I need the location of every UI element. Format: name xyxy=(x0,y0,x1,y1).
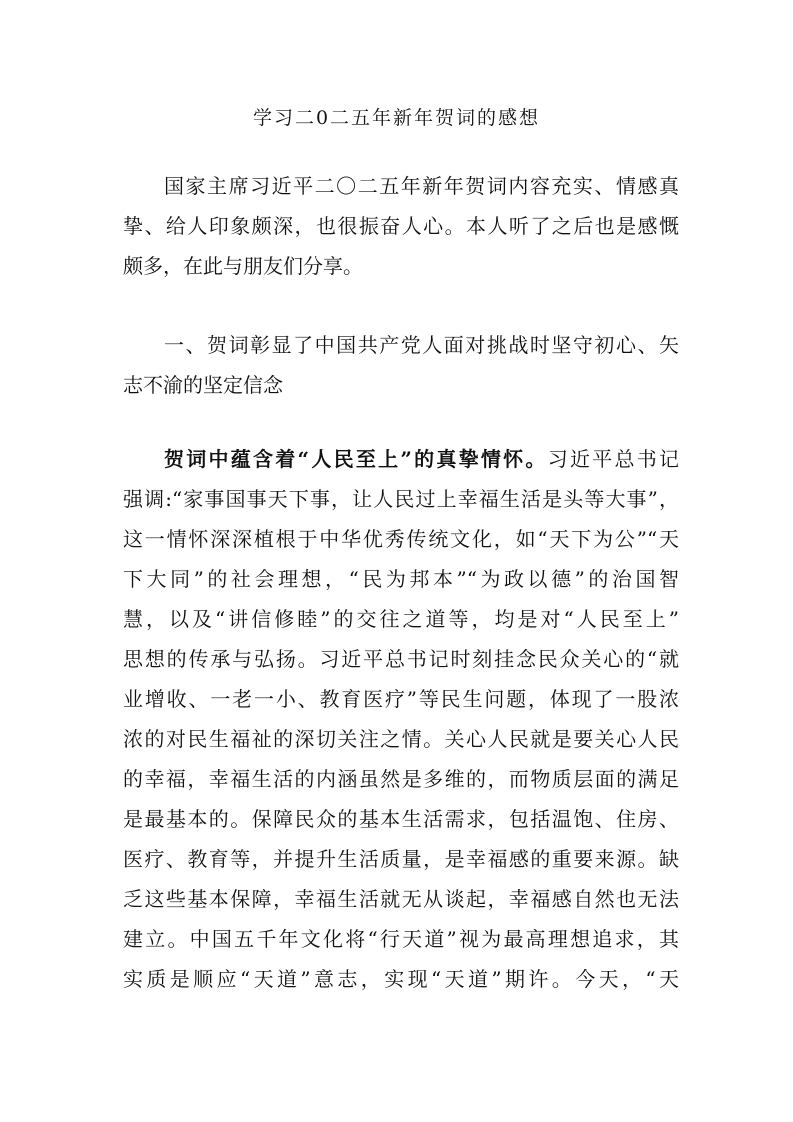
intro-line: 挚、给人印象颇深，也很振奋人心。本人听了之后也是感慨 xyxy=(123,214,679,238)
lead-sentence: 贺词中蕴含着“人民至上”的真挚情怀。 xyxy=(164,447,548,471)
body-line: 乏这些基本保障，幸福生活就无从谈起，幸福感自然也无法 xyxy=(123,887,679,911)
intro-line: 颇多，在此与朋友们分享。 xyxy=(123,254,363,278)
body-line-first xyxy=(123,439,679,479)
body-line: 下大同”的社会理想，“民为邦本”“为政以德”的治国智 xyxy=(123,567,679,591)
body-paragraph xyxy=(123,439,679,999)
body-line: 强调:“家事国事天下事，让人民过上幸福生活是头等大事”， xyxy=(123,487,679,511)
body-line: 业增收、一老一小、教育医疗”等民生问题，体现了一股浓 xyxy=(123,687,679,711)
intro-paragraph xyxy=(123,166,679,286)
body-line: 慧，以及“讲信修睦”的交往之道等，均是对“人民至上” xyxy=(123,607,679,631)
body-line: 的幸福，幸福生活的内涵虽然是多维的，而物质层面的满足 xyxy=(123,767,679,791)
body-line: 医疗、教育等，并提升生活质量，是幸福感的重要来源。缺 xyxy=(123,847,679,871)
body-line: 浓的对民生福祉的深切关注之情。关心人民就是要关心人民 xyxy=(123,727,679,751)
body-line: 建立。中国五千年文化将“行天道”视为最高理想追求，其 xyxy=(123,927,679,951)
section-heading-line: 志不渝的坚定信念 xyxy=(123,373,283,397)
body-line: 思想的传承与弘扬。习近平总书记时刻挂念民众关心的“就 xyxy=(123,647,679,671)
intro-line: 国家主席习近平二〇二五年新年贺词内容充实、情感真 xyxy=(164,174,679,198)
body-line: 是最基本的。保障民众的基本生活需求，包括温饱、住房、 xyxy=(123,807,679,831)
section-heading-line: 一、贺词彰显了中国共产党人面对挑战时坚守初心、矢 xyxy=(164,333,679,357)
lead-continuation: 习近平总书记 xyxy=(547,447,680,471)
section-heading-1 xyxy=(123,325,679,405)
document-title: 学习二0二五年新年贺词的感想 xyxy=(252,107,541,129)
body-line: 实质是顺应“天道”意志，实现“天道”期许。今天，“天 xyxy=(123,967,679,991)
body-line: 这一情怀深深植根于中华优秀传统文化，如“天下为公”“天 xyxy=(123,527,679,551)
